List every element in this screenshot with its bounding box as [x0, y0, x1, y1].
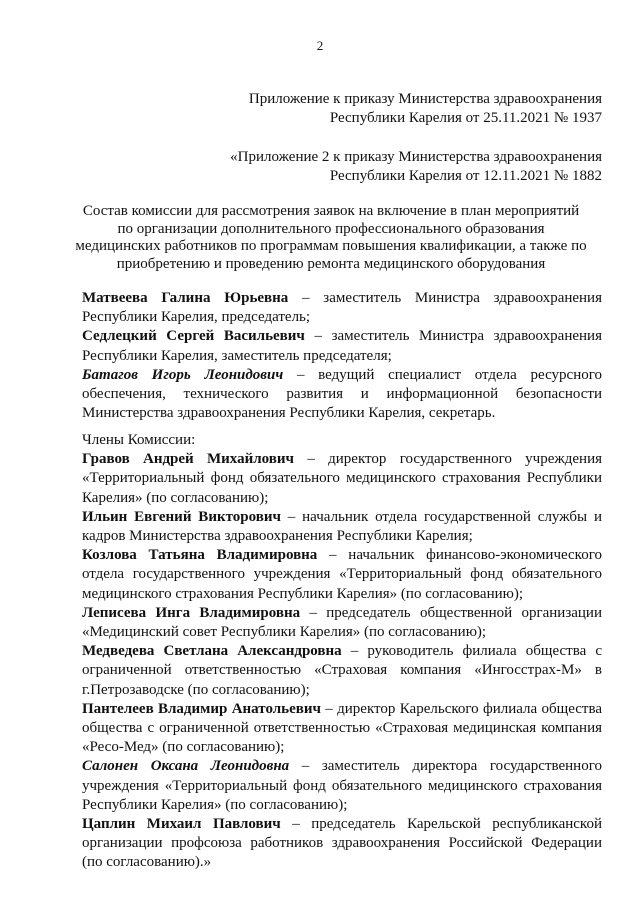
person-role: – председатель общественной организации «Медицинский совет Республики Карелия» (по согласованию);	[82, 604, 602, 641]
title-line: по организации дополнительного профессионального образования	[117, 220, 545, 237]
leader-entry-secretary	[82, 366, 602, 424]
page-number: 2	[316, 38, 324, 53]
member-entry	[82, 815, 602, 873]
title-line: медицинских работников по программам повышения квалификации, а также по	[75, 238, 587, 254]
appendix-current-line-2: Республики Карелия от 25.11.2021 № 1937	[329, 110, 602, 126]
person-name: Седлецкий Сергей Васильевич	[82, 328, 305, 345]
person-name: Гравов Андрей Михайлович	[82, 451, 294, 468]
person-role: – начальник финансово-экономического отдела государственного учреждения «Территориальный фонд обязательного медицинского страхования Республики Карелия» (по согласованию);	[82, 547, 602, 602]
person-role: – начальник отдела государственной службы и кадров Министерства здравоохранения Республики Карелия;	[82, 508, 602, 545]
appendix-current-reference	[249, 90, 602, 128]
leader-entry-deputy-chair	[82, 327, 602, 365]
members-heading: Члены Комиссии:	[82, 432, 196, 448]
appendix-previous-reference	[230, 148, 602, 186]
member-entry	[82, 546, 602, 604]
person-role: – руководитель филиала общества с ограниченной ответственностью «Страховая компания «Ингосстрах-М» в г.Петрозаводске (по согласованию);	[82, 643, 602, 698]
person-name: Пантелеев Владимир Анатольевич	[82, 700, 321, 717]
commission-members	[82, 431, 602, 873]
appendix-previous-line-1: «Приложение 2 к приказу Министерства здравоохранения	[230, 149, 602, 165]
person-role: – председатель Карельской республиканской организации профсоюза работников здравоохранения Российской Федерации (по согласованию).»	[82, 816, 602, 871]
leader-entry-chair	[82, 289, 602, 327]
document-title	[60, 203, 602, 273]
member-entry	[82, 757, 602, 815]
title-line: Состав комиссии для рассмотрения заявок на включение в план мероприятий	[82, 203, 580, 219]
member-entry	[82, 508, 602, 546]
appendix-current-line-1: Приложение к приказу Министерства здравоохранения	[248, 91, 602, 107]
person-name: Матвеева Галина Юрьевна	[82, 290, 289, 306]
member-entry	[82, 450, 602, 508]
appendix-previous-line-2: Республики Карелия от 12.11.2021 № 1882	[329, 168, 602, 184]
person-name: Ильин Евгений Викторович	[82, 508, 281, 525]
person-name: Медведева Светлана Александровна	[82, 643, 342, 660]
person-name: Салонен Оксана Леонидовна	[82, 758, 290, 775]
person-role: – директор Карельского филиала общества общества с ограниченной ответственностью «Страховая медицинская компания «Ресо-Мед» (по согласованию);	[82, 700, 602, 756]
member-entry	[82, 642, 602, 700]
member-entry	[82, 604, 602, 642]
commission-leadership	[82, 289, 602, 423]
person-role: – заместитель Министра здравоохранения Республики Карелия, заместитель председателя;	[82, 328, 602, 364]
title-line: приобретению и проведению ремонта медицинского оборудования	[116, 255, 546, 272]
person-role: – заместитель директора государственного учреждения «Территориальный фонд обязательного медицинского страхования Республики Карелия» (по согласованию);	[82, 758, 602, 813]
person-role: – заместитель Министра здравоохранения Республики Карелия, председатель;	[82, 290, 602, 326]
person-name: Батагов Игорь Леонидович	[82, 366, 284, 383]
person-name: Цаплин Михаил Павлович	[82, 816, 281, 833]
person-role: – директор государственного учреждения «Территориальный фонд обязательного медицинского страхования Республики Карелия» (по согласованию);	[82, 451, 602, 506]
person-name: Козлова Татьяна Владимировна	[82, 547, 318, 564]
member-entry	[82, 700, 602, 758]
person-name: Леписева Инга Владимировна	[82, 604, 301, 621]
person-role: – ведущий специалист отдела ресурсного обеспечения, технического развития и информационной безопасности Министерства здравоохранения Республики Карелия, секретарь.	[82, 366, 603, 422]
